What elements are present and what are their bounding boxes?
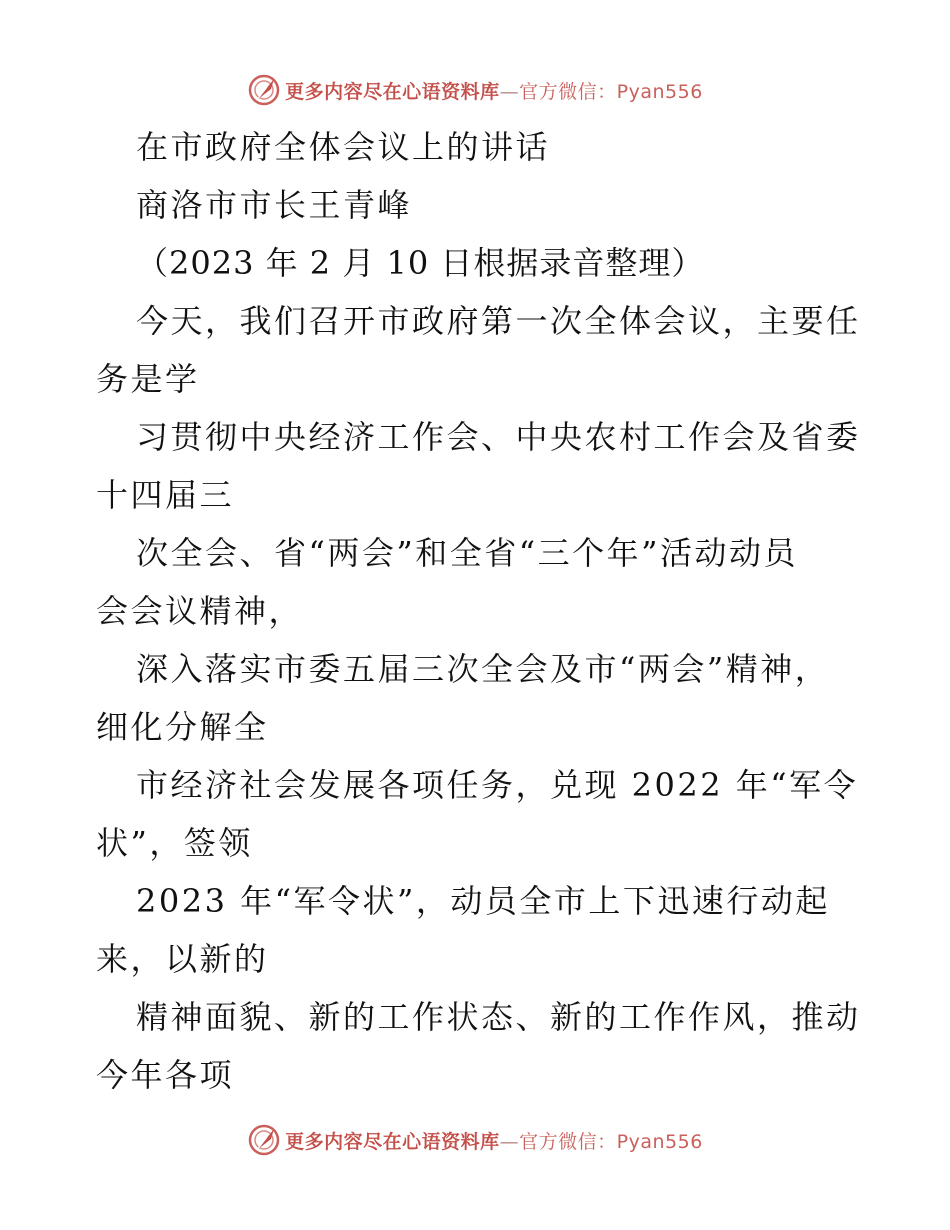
document-line: 精神面貌、新的工作状态、新的工作作风，推动 [136, 998, 861, 1036]
header-watermark [0, 70, 950, 110]
document-line: 今年各项 [96, 1056, 235, 1094]
document-body [96, 118, 861, 1104]
document-line: 会会议精神， [96, 592, 304, 630]
watermark-separator: — [499, 1130, 520, 1153]
document-line: 十四届三 [96, 476, 235, 514]
document-line: 在市政府全体会议上的讲话 [136, 128, 551, 166]
watermark-separator: — [499, 80, 520, 103]
document-line: 务是学 [96, 360, 200, 398]
document-line: 商洛市市长王青峰 [136, 186, 413, 224]
document-line: 次全会、省“两会”和全省“三个年”活动动员 [136, 534, 798, 572]
watermark-suffix-text: 官方微信：Pyan556 [519, 1130, 703, 1153]
document-line: （2023 年 2 月 10 日根据录音整理） [136, 244, 705, 282]
document-line: 2023 年“军令状”，动员全市上下迅速行动起 [136, 882, 830, 920]
watermark-main-text: 更多内容尽在心语资料库 [285, 1130, 500, 1153]
document-line: 来，以新的 [96, 940, 269, 978]
document-line: 习贯彻中央经济工作会、中央农村工作会及省委 [136, 418, 861, 456]
document-line: 细化分解全 [96, 708, 269, 746]
footer-watermark [0, 1120, 950, 1160]
watermark-main-text: 更多内容尽在心语资料库 [285, 80, 500, 103]
quill-logo-icon [247, 1123, 281, 1157]
document-line: 深入落实市委五届三次全会及市“两会”精神， [136, 650, 830, 688]
quill-logo-icon [247, 73, 281, 107]
watermark-suffix-text: 官方微信：Pyan556 [519, 80, 703, 103]
document-line: 状”，签领 [96, 824, 253, 862]
document-line: 市经济社会发展各项任务，兑现 2022 年“军令 [136, 766, 859, 804]
document-line: 今天，我们召开市政府第一次全体会议，主要任 [136, 302, 861, 340]
